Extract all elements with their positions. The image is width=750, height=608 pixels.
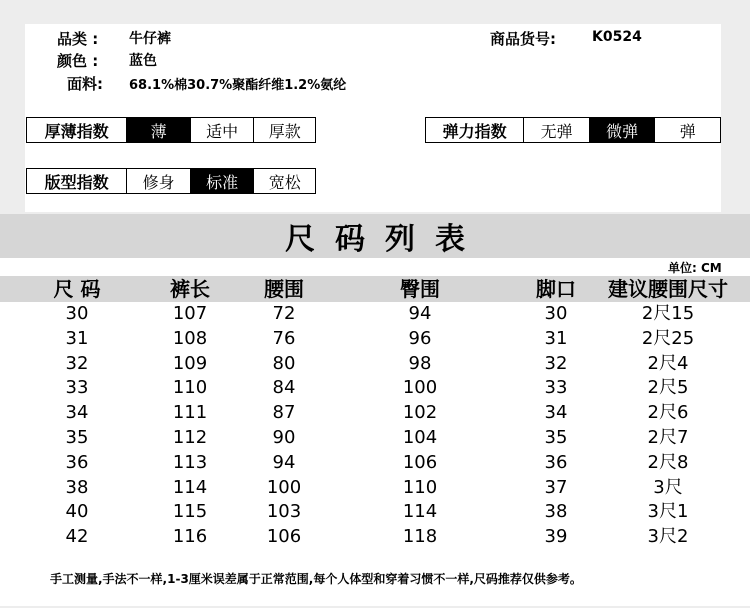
cell-leg-opening: 38 bbox=[544, 501, 568, 523]
cell-suggested-waist: 3尺2 bbox=[647, 526, 689, 548]
cell-suggested-waist: 2尺8 bbox=[647, 451, 689, 473]
elasticity-option-none: 无弹 bbox=[523, 118, 589, 142]
cell-hip: 106 bbox=[402, 451, 438, 473]
size-table-header bbox=[0, 276, 750, 302]
measurement-note: 手工测量,手法不一样,1-3厘米误差属于正常范围,每个人体型和穿着习惯不一样,尺码推荐仅供参考。 bbox=[50, 572, 582, 586]
product-info-card bbox=[25, 24, 721, 212]
fit-option-slim: 修身 bbox=[126, 169, 190, 193]
cell-hip: 102 bbox=[402, 402, 438, 424]
cell-size: 35 bbox=[65, 427, 89, 448]
header-hip: 臀围 bbox=[400, 277, 440, 301]
cell-suggested-waist: 2尺7 bbox=[647, 427, 689, 448]
cell-leg-opening: 36 bbox=[544, 451, 568, 473]
cell-waist: 87 bbox=[272, 402, 296, 424]
cell-size: 32 bbox=[65, 352, 89, 374]
thickness-index-label: 厚薄指数 bbox=[44, 121, 109, 141]
cell-size: 40 bbox=[65, 501, 89, 523]
cell-waist: 90 bbox=[272, 427, 296, 448]
note-row bbox=[0, 550, 750, 606]
cell-waist: 72 bbox=[272, 303, 296, 324]
category-value: 牛仔裤 bbox=[129, 31, 171, 47]
cell-suggested-waist: 3尺1 bbox=[647, 501, 689, 523]
sku-value: K0524 bbox=[592, 29, 642, 45]
cell-length: 112 bbox=[172, 427, 208, 448]
fit-option-loose: 宽松 bbox=[253, 169, 315, 193]
cell-size: 30 bbox=[65, 303, 89, 324]
sku-label: 商品货号: bbox=[490, 30, 556, 48]
cell-waist: 84 bbox=[272, 377, 296, 399]
cell-size: 42 bbox=[65, 526, 89, 548]
cell-hip: 100 bbox=[402, 377, 438, 399]
size-chart-title: 尺码列表 bbox=[285, 222, 485, 257]
cell-hip: 94 bbox=[408, 303, 432, 324]
cell-waist: 94 bbox=[272, 451, 296, 473]
header-leg-opening: 脚口 bbox=[536, 277, 576, 301]
cell-length: 114 bbox=[172, 476, 208, 498]
size-table-body bbox=[0, 302, 750, 550]
cell-waist: 103 bbox=[266, 501, 302, 523]
cell-length: 111 bbox=[172, 402, 208, 424]
category-label: 品类 : bbox=[57, 30, 99, 48]
cell-length: 116 bbox=[172, 526, 208, 548]
cell-hip: 114 bbox=[402, 501, 438, 523]
elasticity-option-stretch: 弹 bbox=[654, 118, 720, 142]
cell-suggested-waist: 2尺25 bbox=[641, 327, 695, 349]
table-row bbox=[0, 476, 750, 501]
cell-leg-opening: 39 bbox=[544, 526, 568, 548]
cell-waist: 80 bbox=[272, 352, 296, 374]
color-label: 颜色 : bbox=[57, 52, 99, 70]
cell-leg-opening: 34 bbox=[544, 402, 568, 424]
cell-suggested-waist: 2尺6 bbox=[647, 402, 689, 424]
table-row bbox=[0, 352, 750, 377]
table-row bbox=[0, 376, 750, 401]
fit-index bbox=[26, 168, 316, 194]
table-row bbox=[0, 451, 750, 476]
cell-leg-opening: 33 bbox=[544, 377, 568, 399]
cell-leg-opening: 37 bbox=[544, 476, 568, 498]
header-suggested-waist: 建议腰围尺寸 bbox=[608, 277, 728, 301]
size-chart-title-band bbox=[0, 214, 750, 258]
cell-suggested-waist: 3尺 bbox=[653, 476, 683, 498]
cell-leg-opening: 35 bbox=[544, 427, 568, 448]
fit-option-standard: 标准 bbox=[190, 169, 254, 193]
cell-hip: 98 bbox=[408, 352, 432, 374]
fit-index-label: 版型指数 bbox=[44, 172, 109, 192]
header-waist: 腰围 bbox=[264, 277, 304, 301]
cell-suggested-waist: 2尺4 bbox=[647, 352, 689, 374]
thickness-option-thin: 薄 bbox=[126, 118, 190, 142]
cell-size: 33 bbox=[65, 377, 89, 399]
fabric-value: 68.1%棉30.7%聚酯纤维1.2%氨纶 bbox=[129, 78, 347, 93]
cell-hip: 104 bbox=[402, 427, 438, 448]
table-row bbox=[0, 302, 750, 327]
table-row bbox=[0, 401, 750, 426]
cell-suggested-waist: 2尺5 bbox=[647, 377, 689, 399]
table-row bbox=[0, 500, 750, 525]
cell-hip: 118 bbox=[402, 526, 438, 548]
thickness-index bbox=[26, 117, 316, 143]
cell-length: 113 bbox=[172, 451, 208, 473]
cell-length: 107 bbox=[172, 303, 208, 324]
cell-suggested-waist: 2尺15 bbox=[641, 303, 695, 324]
cell-waist: 100 bbox=[266, 476, 302, 498]
cell-leg-opening: 32 bbox=[544, 352, 568, 374]
header-size: 尺 码 bbox=[53, 277, 101, 301]
elasticity-option-slight: 微弹 bbox=[589, 118, 655, 142]
color-value: 蓝色 bbox=[129, 53, 157, 69]
cell-waist: 76 bbox=[272, 327, 296, 349]
cell-leg-opening: 31 bbox=[544, 327, 568, 349]
elasticity-index-label: 弹力指数 bbox=[442, 121, 507, 141]
cell-size: 31 bbox=[65, 327, 89, 349]
cell-leg-opening: 30 bbox=[544, 303, 568, 324]
cell-size: 36 bbox=[65, 451, 89, 473]
unit-label: 单位: CM bbox=[668, 261, 722, 275]
table-row bbox=[0, 327, 750, 352]
cell-hip: 110 bbox=[402, 476, 438, 498]
thickness-option-thick: 厚款 bbox=[253, 118, 315, 142]
cell-length: 110 bbox=[172, 377, 208, 399]
table-row bbox=[0, 525, 750, 550]
thickness-option-medium: 适中 bbox=[190, 118, 254, 142]
fabric-label: 面料: bbox=[67, 75, 103, 93]
cell-length: 108 bbox=[172, 327, 208, 349]
cell-length: 115 bbox=[172, 501, 208, 523]
unit-row bbox=[0, 258, 750, 276]
header-length: 裤长 bbox=[170, 277, 210, 301]
cell-hip: 96 bbox=[408, 327, 432, 349]
cell-length: 109 bbox=[172, 352, 208, 374]
table-row bbox=[0, 426, 750, 451]
cell-size: 38 bbox=[65, 476, 89, 498]
cell-size: 34 bbox=[65, 402, 89, 424]
elasticity-index bbox=[425, 117, 721, 143]
cell-waist: 106 bbox=[266, 526, 302, 548]
